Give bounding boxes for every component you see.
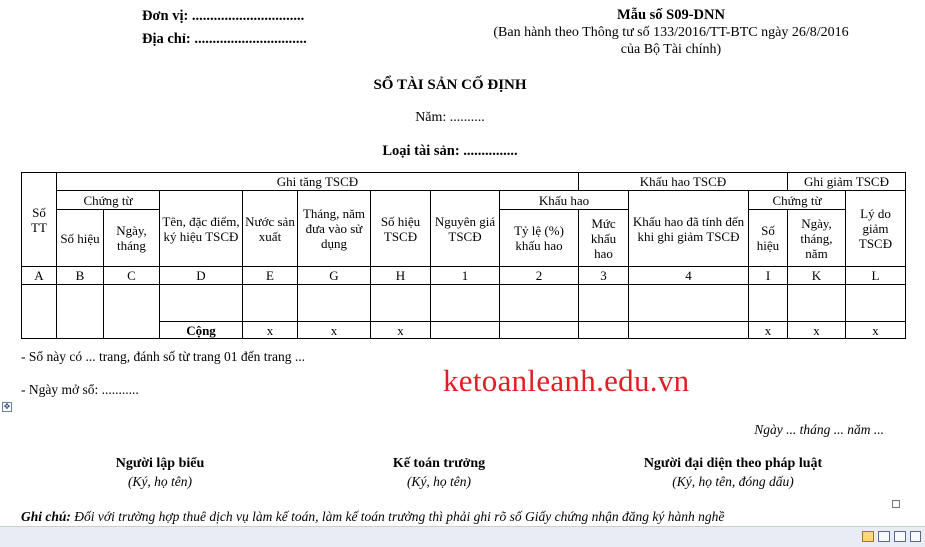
col-dec-no: Số hiệu [749,210,788,267]
signature-title: Người lập biểu [115,456,205,471]
unit-line: Đơn vị: ............................... [142,8,305,24]
signature-sub: (Ký, họ tên) [406,474,472,489]
footnote-text: Đối với trường hợp thuê dịch vụ làm kế toán, làm kế toán trưởng thì phải ghi rõ số Giấy chứng nhận đăng ký hành nghề [70,509,725,524]
total-amount [579,322,629,339]
asset-ledger-table [21,172,906,339]
total-cost [431,322,500,339]
table-cell [57,285,104,339]
col-rate: Tỷ lệ (%) khấu hao [500,210,579,267]
col-asset-no: Số hiệu TSCĐ [371,191,431,267]
code-cell: 4 [629,267,749,285]
header-left [142,5,307,51]
signature-legal-rep [608,455,858,491]
group-increase: Ghi tăng TSCĐ [57,173,579,191]
table-cell [243,285,298,322]
signature-title: Kế toán trưởng [392,456,486,471]
code-cell: G [298,267,371,285]
code-cell: 1 [431,267,500,285]
col-asset-name: Tên, đặc điểm, ký hiệu TSCĐ [160,191,243,267]
table-cell [579,285,629,322]
header-right [462,6,880,58]
col-country: Nước sản xuất [243,191,298,267]
footnote-label: Ghi chú: [21,509,71,524]
table-cell [629,285,749,322]
voucher-header: Chứng từ [57,191,160,210]
total-asset-no: x [371,322,431,339]
table-move-handle-icon[interactable]: ✥ [3,402,11,411]
footnote [21,509,901,525]
col-dec-date: Ngày, tháng, năm [788,210,846,267]
group-depreciation: Khấu hao TSCĐ [579,173,788,191]
table-cell [788,285,846,322]
table-row [22,285,906,322]
code-cell: B [57,267,104,285]
asset-type-line: Loại tài sản: ............... [382,143,518,159]
total-country: x [243,322,298,339]
form-code: Mẫu số S09-DNN [617,7,725,23]
table-cell [22,285,57,339]
table-cell [371,285,431,322]
col-accumulated: Khấu hao đã tính đến khi ghi giảm TSCĐ [629,191,749,267]
issued-line-1: (Ban hành theo Thông tư số 133/2016/TT-BTC ngày 26/8/2016 [493,25,849,40]
watermark-text: ketoanleanh.edu.vn [443,363,690,398]
code-cell: E [243,267,298,285]
total-accumulated [629,322,749,339]
table-cell [749,285,788,322]
total-reason: x [846,322,906,339]
signature-sub: (Ký, họ tên) [127,474,193,489]
table-cell [160,285,243,322]
web-layout-icon[interactable] [894,531,906,542]
code-cell: K [788,267,846,285]
table-cell [431,285,500,322]
col-stt: Số TT [22,173,57,267]
total-dec-no: x [749,322,788,339]
code-row [22,267,906,285]
signature-chief-accountant [349,455,529,491]
code-cell: A [22,267,57,285]
anchor-marker [892,500,900,508]
col-amount: Mức khấu hao [579,210,629,267]
full-screen-reading-icon[interactable] [878,531,890,542]
total-dec-date: x [788,322,846,339]
open-date-note: - Ngày mở sổ: ........... [21,382,139,397]
signature-title: Người đại diện theo pháp luật [643,456,823,471]
depreciation-header: Khấu hao [500,191,629,210]
group-decrease: Ghi giảm TSCĐ [788,173,906,191]
dec-voucher-header: Chứng từ [749,191,846,210]
code-cell: H [371,267,431,285]
outline-view-icon[interactable] [910,531,921,542]
print-layout-view-icon[interactable] [862,531,874,542]
pages-note: - Sổ này có ... trang, đánh số từ trang 01 đến trang ... [21,349,306,364]
code-cell: D [160,267,243,285]
year-line: Năm: .......... [415,110,485,125]
table-cell [846,285,906,322]
col-voucher-date: Ngày, tháng [104,210,160,267]
status-bar [0,526,925,547]
signature-preparer [70,455,250,491]
code-cell: I [749,267,788,285]
col-month-use: Tháng, năm đưa vào sử dụng [298,191,371,267]
table-cell [298,285,371,322]
signature-sub: (Ký, họ tên, đóng dấu) [672,474,794,489]
table-cell [104,285,160,339]
address-line: Địa chỉ: ............................... [142,31,307,47]
col-cost: Nguyên giá TSCĐ [431,191,500,267]
col-reason: Lý do giảm TSCĐ [846,191,906,267]
total-month-use: x [298,322,371,339]
col-voucher-no: Số hiệu [57,210,104,267]
code-cell: C [104,267,160,285]
page-title: SỔ TÀI SẢN CỐ ĐỊNH [373,77,527,93]
code-cell: 3 [579,267,629,285]
table-cell [500,285,579,322]
code-cell: L [846,267,906,285]
issued-line-2: của Bộ Tài chính) [620,42,722,57]
date-line: Ngày ... tháng ... năm ... [754,422,884,437]
code-cell: 2 [500,267,579,285]
total-rate [500,322,579,339]
total-label: Cộng [160,322,243,339]
